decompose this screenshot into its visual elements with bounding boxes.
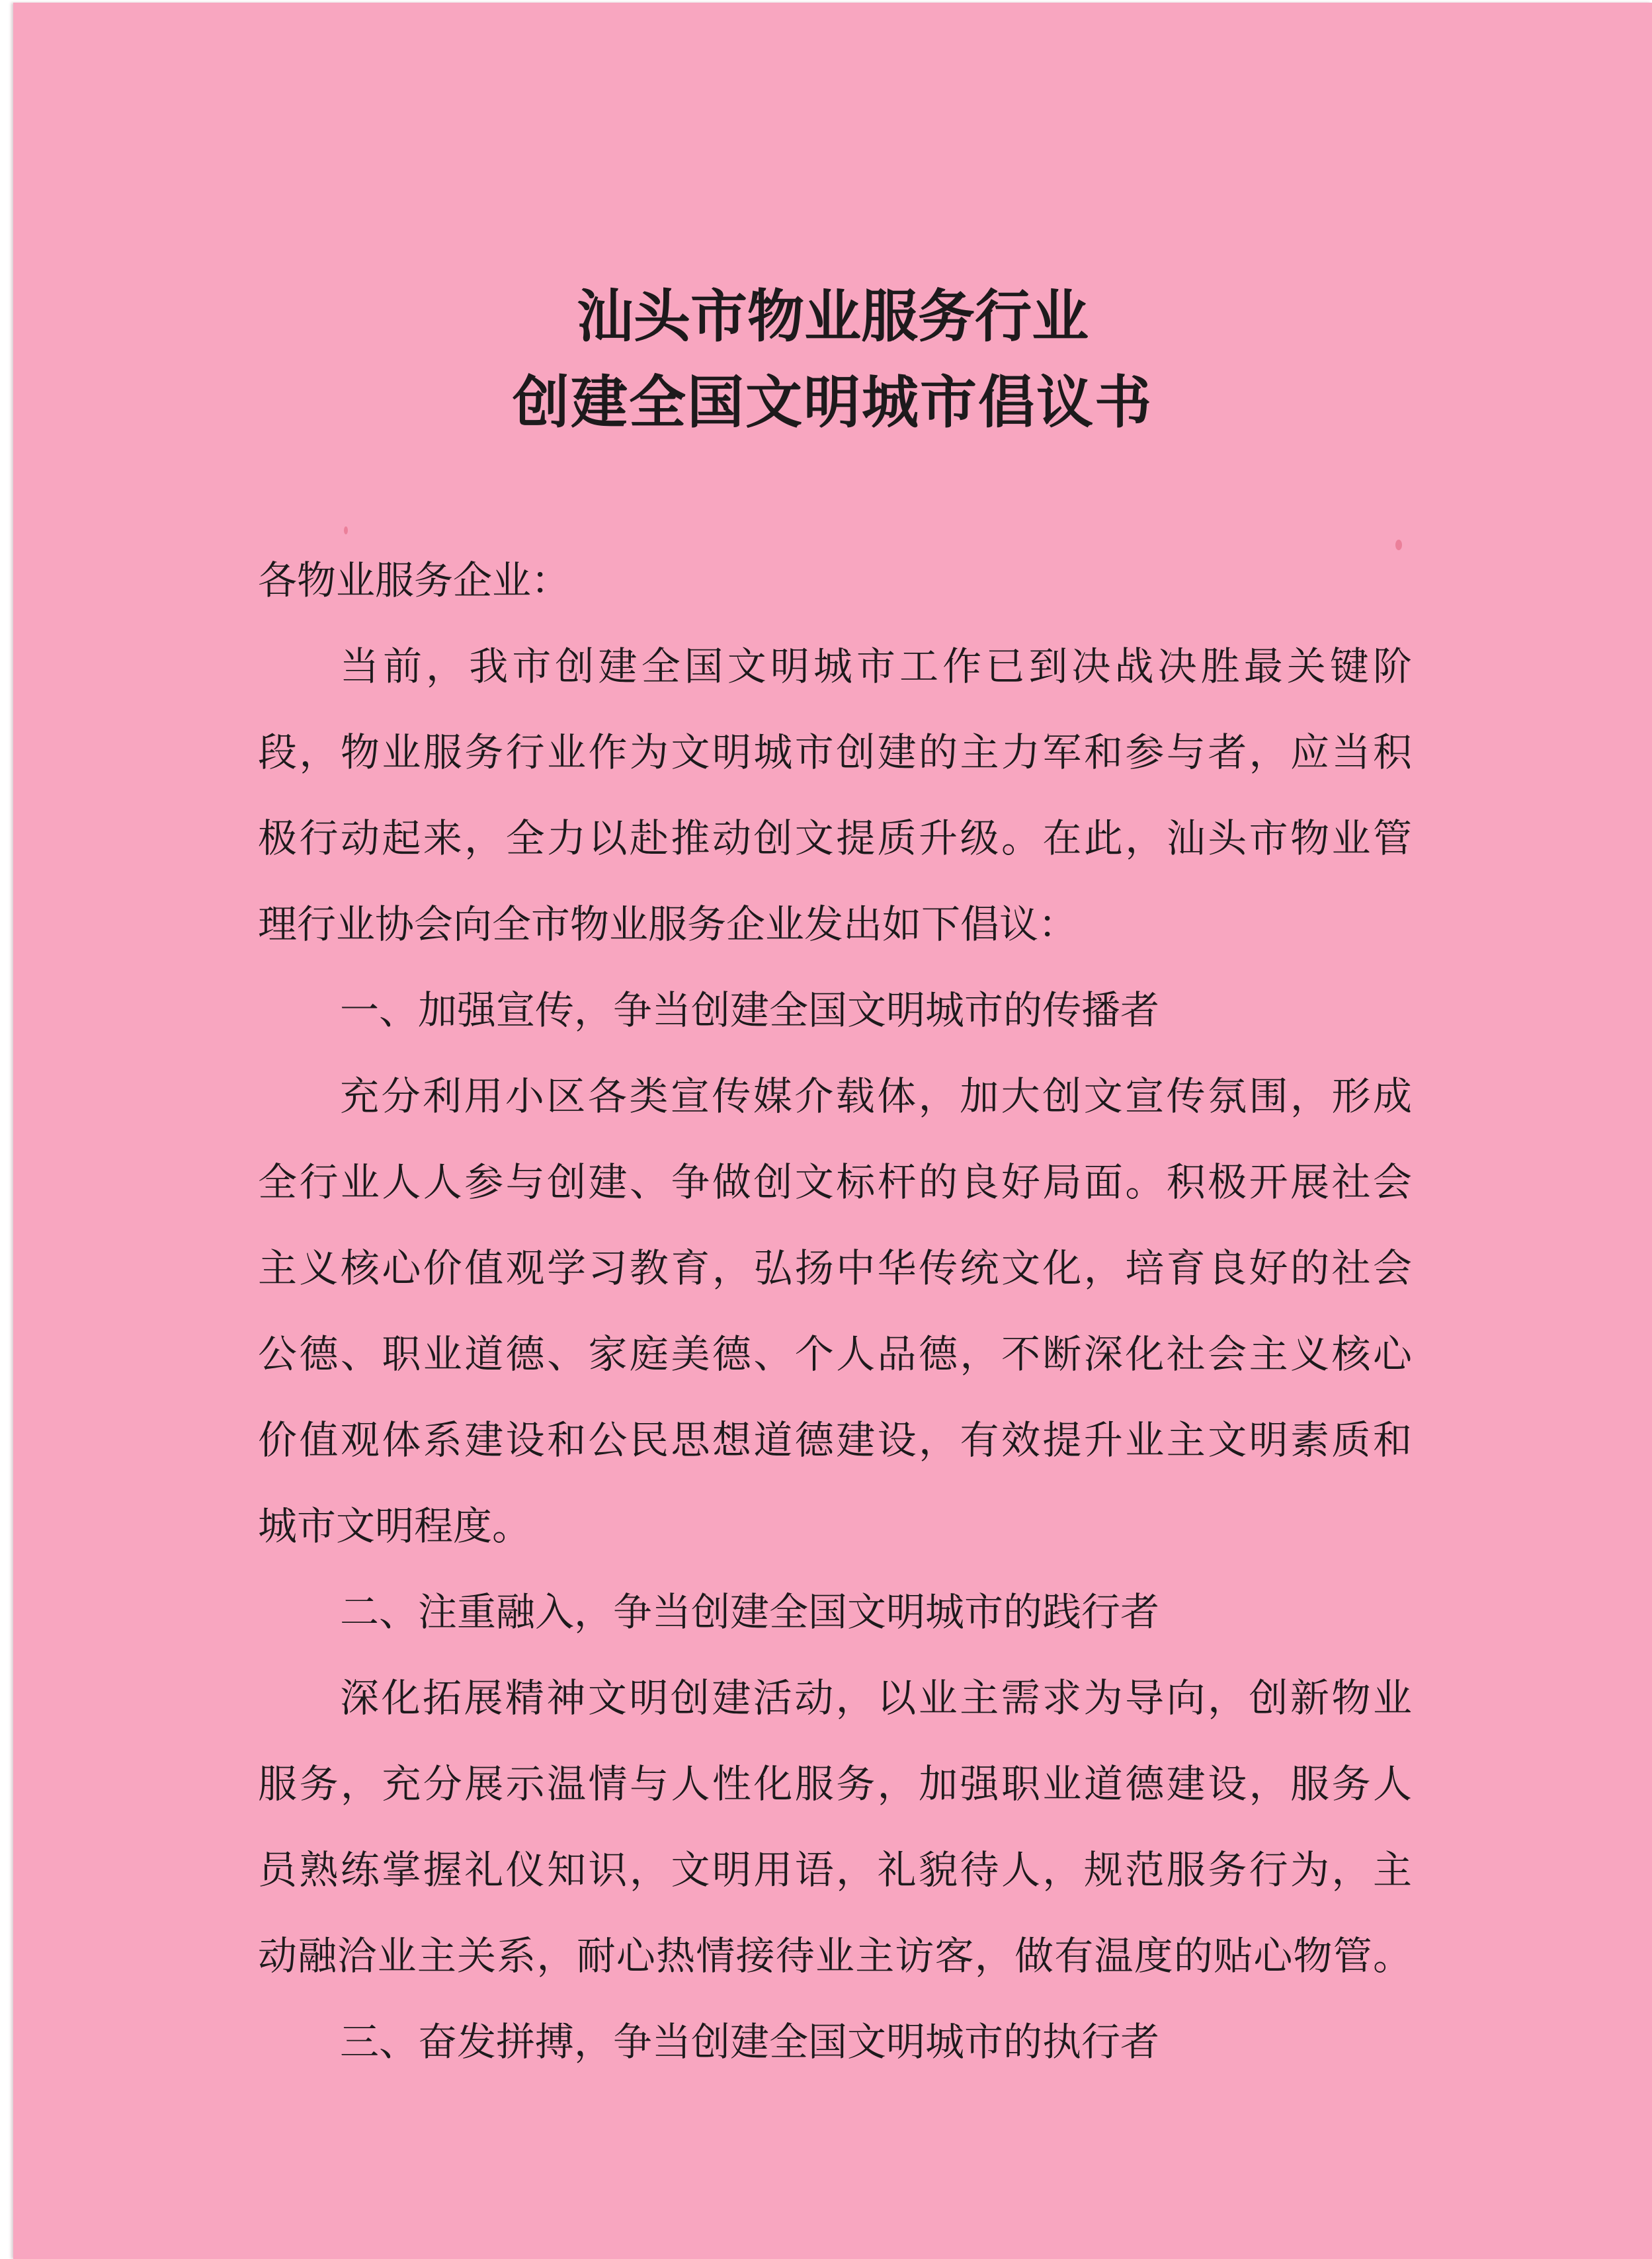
paragraph-line: 动融洽业主关系，耐心热情接待业主访客，做有温度的贴心物管。: [258, 1933, 1412, 1979]
paragraph-line: 深化拓展精神文明创建活动，以业主需求为导向，创新物业: [340, 1675, 1412, 1721]
paragraph-line: 员熟练掌握礼仪知识，文明用语，礼貌待人，规范服务行为，主: [258, 1847, 1412, 1893]
paragraph-line: 服务，充分展示温情与人性化服务，加强职业道德建设，服务人: [258, 1761, 1412, 1807]
paragraph-line: 全行业人人参与创建、争做创文标杆的良好局面。积极开展社会: [258, 1159, 1412, 1205]
paragraph-line: 理行业协会向全市物业服务企业发出如下倡议：: [258, 901, 1078, 947]
paragraph-line: 主义核心价值观学习教育，弘扬中华传统文化，培育良好的社会: [258, 1245, 1412, 1291]
section-heading-2: 二、注重融入，争当创建全国文明城市的践行者: [340, 1589, 1160, 1635]
paragraph-line: 段，物业服务行业作为文明城市创建的主力军和参与者，应当积: [258, 729, 1412, 775]
paragraph-line: 当前，我市创建全国文明城市工作已到决战决胜最关键阶: [340, 643, 1412, 689]
paper-speck: [1395, 540, 1402, 550]
paragraph-line: 公德、职业道德、家庭美德、个人品德，不断深化社会主义核心: [258, 1331, 1412, 1377]
paper-speck: [344, 526, 348, 534]
document-title-line-1: 汕头市物业服务行业: [577, 283, 1089, 350]
paragraph-line: 充分利用小区各类宣传媒介载体，加大创文宣传氛围，形成: [340, 1073, 1412, 1119]
paragraph-line: 城市文明程度。: [258, 1503, 532, 1549]
paragraph-line: 价值观体系建设和公民思想道德建设，有效提升业主文明素质和: [258, 1417, 1412, 1463]
paragraph-line: 极行动起来，全力以赴推动创文提质升级。在此，汕头市物业管: [258, 815, 1412, 861]
section-heading-3: 三、奋发拼搏，争当创建全国文明城市的执行者: [340, 2019, 1160, 2065]
salutation: 各物业服务企业：: [258, 557, 571, 603]
document-page: [13, 3, 1652, 2259]
document-title-line-2: 创建全国文明城市倡议书: [513, 369, 1153, 436]
section-heading-1: 一、加强宣传，争当创建全国文明城市的传播者: [340, 987, 1160, 1033]
